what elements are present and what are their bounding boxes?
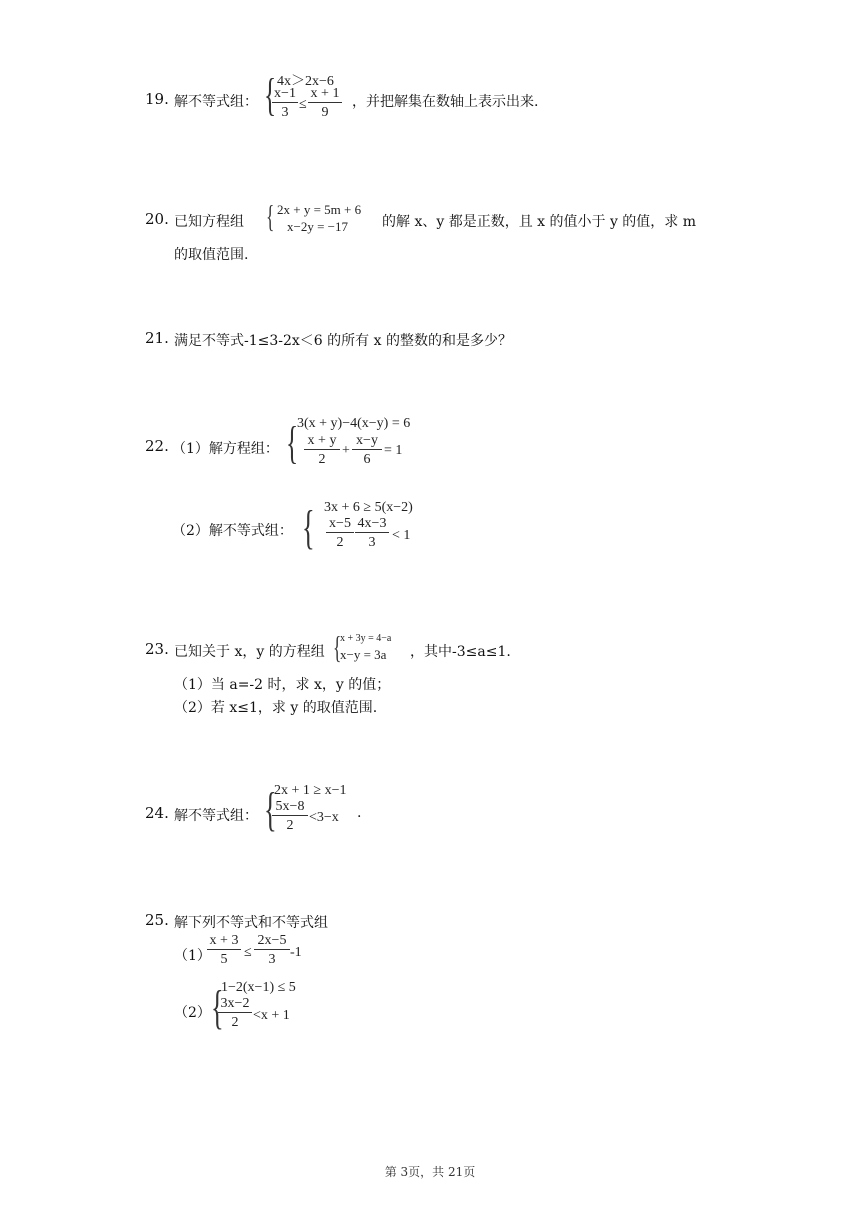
equation-line: 3x + 6 ≥ 5(x−2) (324, 500, 413, 515)
fraction (352, 433, 382, 468)
system-brace: { (333, 629, 342, 665)
question-number: 21. (145, 329, 169, 347)
numerator: x + 1 (310, 86, 340, 101)
fraction (326, 516, 354, 551)
question-continuation: 的取值范围. (174, 247, 249, 263)
equation-line: x + 3y = 4−a (340, 633, 392, 644)
denominator: 6 (352, 449, 382, 468)
equation-line: x−y = 3a (340, 647, 387, 662)
operator: ≤ (299, 97, 307, 112)
equation-rhs: < 1 (392, 528, 411, 543)
system-brace: { (302, 501, 315, 554)
sub-label-1: （1） (174, 948, 211, 964)
numerator: 4x−3 (357, 516, 387, 531)
numerator: 3x−2 (220, 996, 250, 1011)
part2-lead: （2）解不等式组： (172, 523, 293, 539)
question-number: 20. (145, 210, 169, 228)
denominator: 9 (308, 102, 342, 121)
equation-line: 2x + y = 5m + 6 (277, 202, 362, 217)
denominator: 2 (304, 449, 340, 468)
operator: ≤ (244, 945, 252, 960)
numerator: x−5 (329, 516, 351, 531)
numerator: x−y (356, 433, 378, 448)
system-brace: { (266, 198, 275, 234)
fraction (207, 933, 241, 968)
denominator: 3 (254, 949, 290, 968)
fraction (355, 516, 389, 551)
equation-line: 3(x + y)−4(x−y) = 6 (297, 416, 411, 431)
question-tail: ，其中-3≤a≤1. (410, 644, 511, 660)
question-number: 25. (145, 911, 169, 929)
fraction (272, 86, 298, 121)
numerator: 2x−5 (257, 933, 287, 948)
question-text: 满足不等式-1≤3-2x＜6 的所有 x 的整数的和是多少？ (174, 333, 512, 349)
equation-rhs: <3−x (309, 810, 339, 825)
equation-rhs: = 1 (384, 443, 403, 458)
question-number: 23. (145, 640, 169, 658)
numerator: x + y (307, 433, 337, 448)
equation-line: 2x + 1 ≥ x−1 (274, 783, 347, 798)
denominator: 2 (218, 1012, 252, 1031)
operator: + (342, 443, 350, 458)
denominator: 2 (272, 815, 308, 834)
fraction (304, 433, 340, 468)
sub-label-2: （2） (174, 1005, 211, 1021)
question-tail: ，并把解集在数轴上表示出来. (352, 94, 539, 110)
denominator: 3 (355, 532, 389, 551)
question-number: 24. (145, 804, 169, 822)
question-lead: 已知关于 x，y 的方程组 (174, 644, 325, 660)
question-tail: . (357, 805, 362, 821)
fraction (218, 996, 252, 1031)
numerator: x + 3 (209, 933, 239, 948)
system-brace: { (211, 981, 224, 1034)
question-lead: 解下列不等式和不等式组 (174, 915, 328, 931)
question-lead: 解不等式组： (174, 94, 258, 110)
numerator: 5x−8 (275, 799, 305, 814)
equation-rhs: <x + 1 (253, 1008, 290, 1023)
denominator: 2 (326, 532, 354, 551)
fraction (254, 933, 290, 968)
denominator: 3 (272, 102, 298, 121)
page-footer: 第 3页，共 21页 (384, 1165, 476, 1179)
equation-line: 4x＞2x−6 (277, 74, 334, 89)
part1-lead: （1）解方程组： (172, 441, 279, 457)
question-lead: 解不等式组： (174, 808, 258, 824)
system-brace: { (286, 417, 299, 468)
question-lead: 已知方程组 (174, 214, 244, 230)
system-brace: { (264, 783, 277, 836)
system-brace: { (264, 69, 277, 120)
sub-question-2: （2）若 x≤1，求 y 的取值范围. (174, 700, 378, 716)
fraction (272, 799, 308, 834)
equation-line: 1−2(x−1) ≤ 5 (221, 980, 296, 995)
sub-question-1: （1）当 a=-2 时，求 x，y 的值； (174, 677, 391, 693)
question-number: 19. (145, 90, 169, 108)
fraction (308, 86, 342, 121)
denominator: 5 (207, 949, 241, 968)
question-number: 22. (145, 437, 169, 455)
question-tail: 的解 x、y 都是正数，且 x 的值小于 y 的值，求 m (382, 214, 697, 230)
numerator: x−1 (274, 86, 296, 101)
equation-line: x−2y = −17 (287, 219, 348, 234)
expression-tail: -1 (290, 945, 302, 960)
